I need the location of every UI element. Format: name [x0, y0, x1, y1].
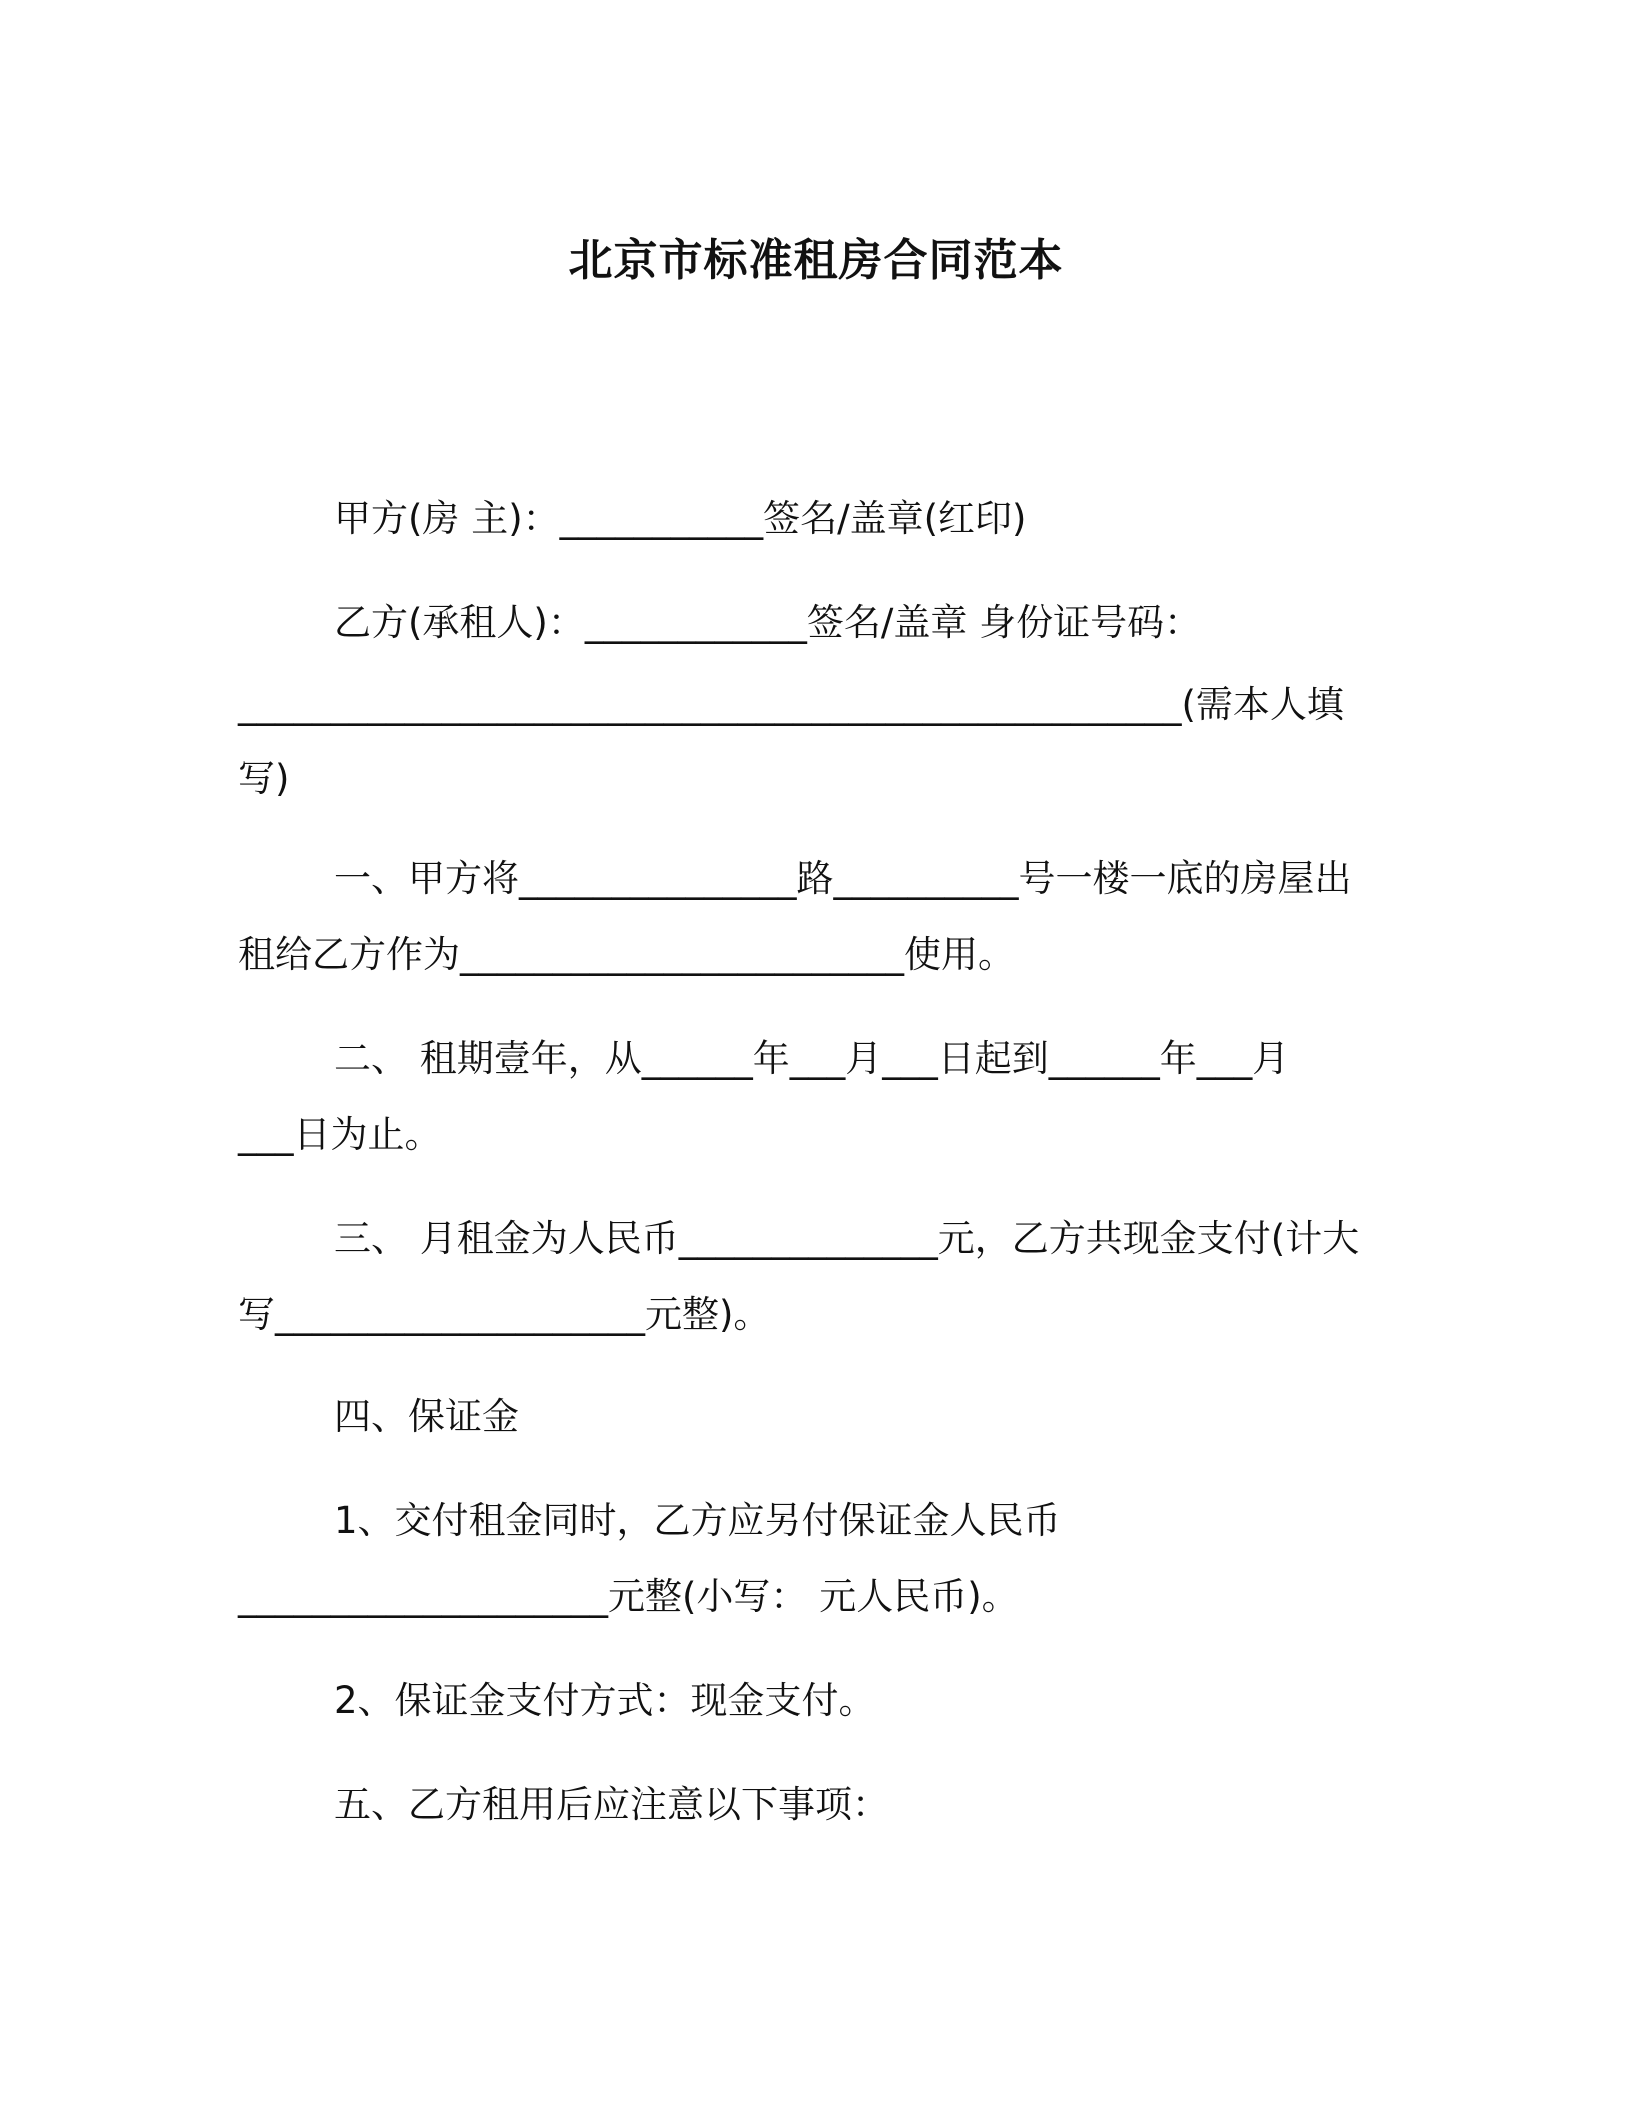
id-number-line: ___________________________________________________(需本人填	[238, 683, 1344, 726]
clause-4-item-2: 2、保证金支付方式：现金支付。	[334, 1679, 876, 1722]
id-number-line-cont: 写)	[238, 757, 290, 800]
clause-4-item-1-cont: ____________________元整(小写： 元人民币)。	[238, 1575, 1019, 1618]
clause-3-line-cont: 写____________________元整)。	[238, 1293, 771, 1336]
page-title: 北京市标准租房合同范本	[568, 235, 1064, 286]
party-b-line: 乙方(承租人)：____________签名/盖章 身份证号码：	[334, 601, 1202, 644]
clause-4-item-1: 1、交付租金同时，乙方应另付保证金人民币	[334, 1499, 1061, 1542]
party-a-line: 甲方(房 主)：___________签名/盖章(红印)	[334, 497, 1027, 540]
clause-4-heading: 四、保证金	[334, 1395, 519, 1438]
clause-2-line-cont: ___日为止。	[238, 1113, 442, 1156]
clause-1-line: 一、甲方将_______________路__________号一楼一底的房屋出	[334, 857, 1352, 900]
clause-3-line: 三、 月租金为人民币______________元，乙方共现金支付(计大	[334, 1217, 1360, 1260]
clause-1-line-cont: 租给乙方作为________________________使用。	[238, 933, 1015, 976]
clause-5-heading: 五、乙方租用后应注意以下事项：	[334, 1783, 889, 1826]
clause-2-line: 二、 租期壹年，从______年___月___日起到______年___月	[334, 1037, 1290, 1080]
